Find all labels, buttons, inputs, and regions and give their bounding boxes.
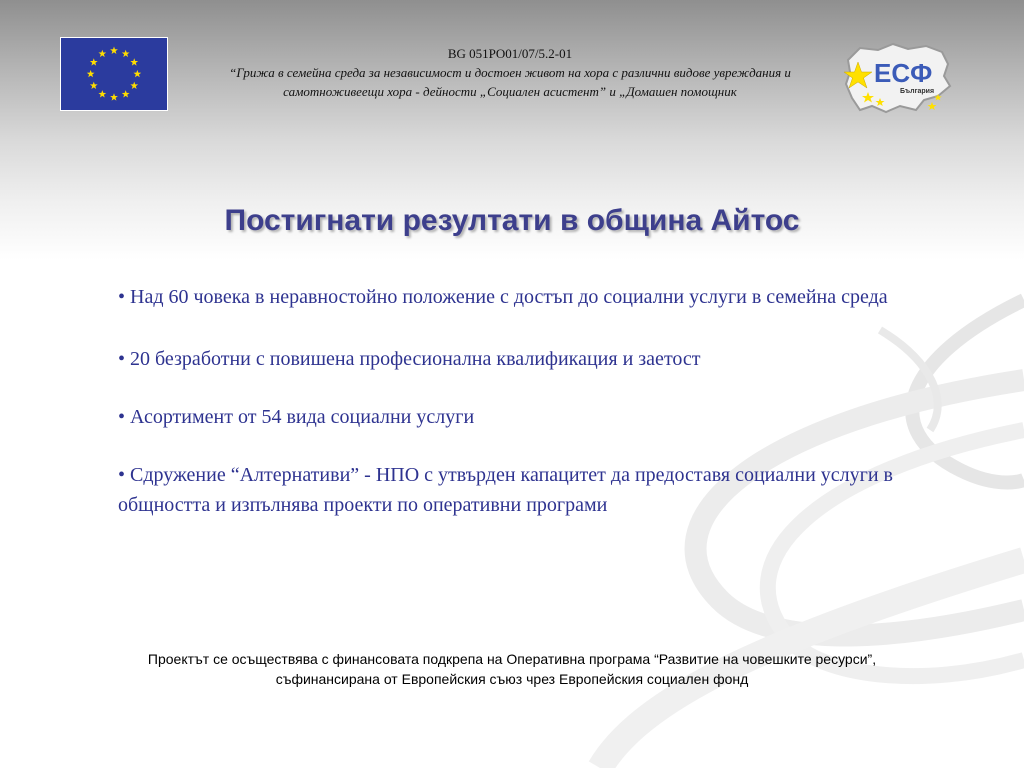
footer-line-2: съфинансирана от Европейския съюз чрез Европейския социален фонд [275,671,749,687]
funding-footer [40,649,984,689]
project-name-line-1: “Грижа в семейна среда за независимост и достоен живот на хора с различни видове увреждания и [229,65,791,80]
list-item: • Асортимент от 54 вида социални услуги [118,406,475,428]
eu-star-icon [110,47,118,54]
eu-star-icon [122,50,130,57]
header-project-info [190,44,830,101]
eu-flag-icon [61,38,167,110]
eu-star-icon [110,93,118,100]
slide-title: Постигнати резултати в община Айтос [224,204,800,237]
list-item: • Над 60 човека в неравностойно положение с достъп до социални услуги в семейна среда [118,286,888,308]
esf-logo-subtext: България [900,88,935,95]
results-list [118,282,918,552]
list-item: • Сдружение “Алтернативи” - НПО с утвърден капацитет да предоставя социални услуги в общността и изпълнява проекти по оперативни програми [118,464,893,516]
eu-star-icon [130,58,138,65]
eu-star-icon [90,82,98,89]
project-code: BG 051PO01/07/5.2-01 [447,46,573,61]
eu-flag-logo [60,37,168,111]
eu-star-icon [87,70,95,77]
eu-star-icon [98,50,106,57]
project-name-line-2: самотноживеещи хора - дейности „Социален асистент” и „Домашен помощник [283,84,737,99]
eu-star-icon [90,58,98,65]
eu-star-icon [98,90,106,97]
eu-star-icon [122,90,130,97]
eu-star-icon [130,82,138,89]
list-item: • 20 безработни с повишена професионална квалификация и заетост [118,348,701,370]
footer-line-1: Проектът се осъществява с финансовата подкрепа на Оперативна програма “Развитие на човешките ресурси”, [147,651,877,667]
esf-logo-text: ЕСФ [874,58,933,88]
eu-star-icon [133,70,141,77]
esf-bulgaria-logo [838,40,956,118]
